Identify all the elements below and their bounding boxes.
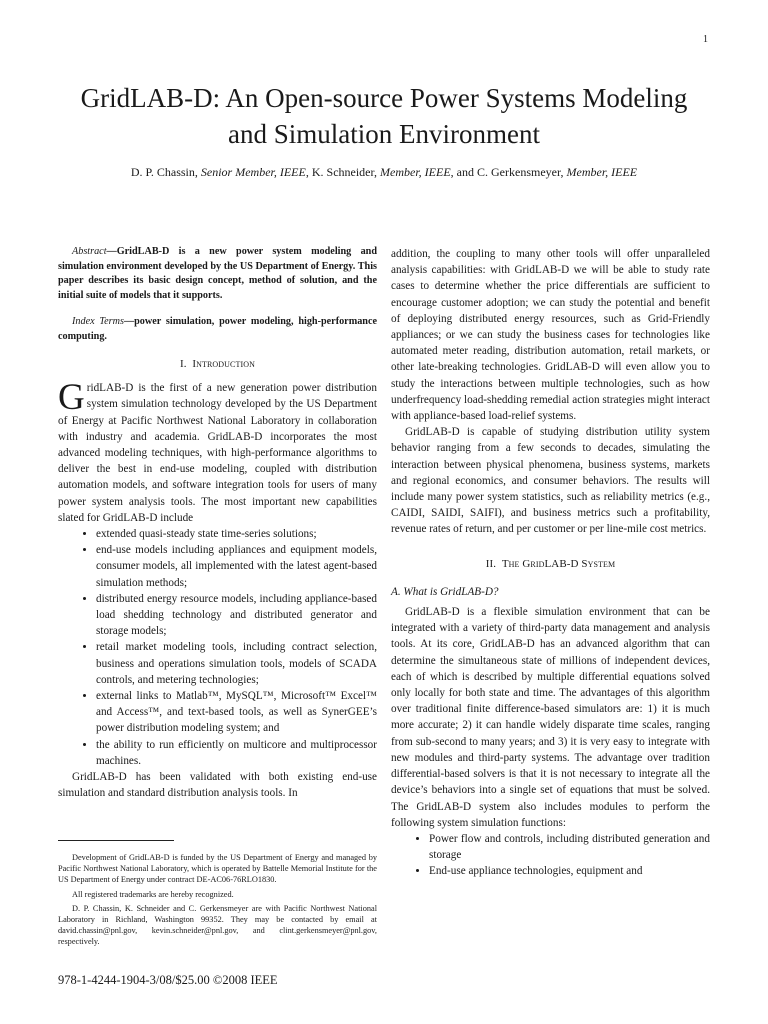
author-role: Member, IEEE — [380, 165, 451, 179]
footnote: D. P. Chassin, K. Schneider and C. Gerkensmeyer are with Pacific Northwest National Laboratory in Richland, Washington 99352. They may be contacted by email at david.chassin@pnl.gov, kevin.schneider@pnl.gov, and clint.gerkensmeyer@pnl.gov, respectively. — [58, 903, 377, 947]
author-role: Senior Member, IEEE — [200, 165, 306, 179]
body-paragraph: addition, the coupling to many other tools will offer unparalleled analysis capabilities: with GridLAB-D we will be able to study rate cases to determine whether the price differentials are sufficient to encourage customer adoption; we can study the potential and benefit of deploying distributed energy resources, such as Grid-Friendly appliances; or we can study the business cases for technologies like automated meter reading, distribution automation, retail markets, or other late-breaking technologies. GridLAB-D will even allow you to study the interactions between multiple technologies, such as how underfrequency load-shedding remedial action strategies might interact with appliance-based load-relief systems. — [391, 248, 710, 423]
footnote: Development of GridLAB-D is funded by the US Department of Energy and managed by Pacific Northwest National Laboratory, which is operated by Battelle Memorial Institute for the US Department of Energy under contract DE-AC06-76RLO1830. — [58, 853, 377, 885]
footnotes — [58, 852, 377, 951]
drop-cap: G — [58, 377, 85, 419]
list-item: • end-use models including appliances and equipment models, consumer models, all implemented with the latest agent-based simulation methods; — [96, 542, 377, 591]
author-role: Member, IEEE — [566, 165, 638, 179]
author-name: , K. Schneider, — [305, 165, 378, 179]
functions-list — [391, 831, 710, 880]
author-name: D. P. Chassin, — [130, 165, 198, 179]
intro-paragraph: GridLAB-D is the first of a new generation power distribution system simulation technology developed by the US Department of Energy at Pacific Northwest National Laboratory in collaboration with industry and academia. GridLAB-D incorporates the most advanced modeling techniques, with high-performance algorithms to deliver the best in end-use modeling, coupled with distribution automation models, and software integration tools for users of many power system analysis tools. The most important new capabilities slated for GridLAB-D include — [58, 377, 377, 524]
list-item: • Power flow and controls, including distributed generation and storage — [429, 831, 710, 863]
author-line — [90, 164, 678, 181]
body-paragraph: GridLAB-D is capable of studying distribution utility system behavior ranging from a few seconds to decades, simulating the interaction between physical phenomena, business systems, markets and regional economics, and consumer behaviors. The results will include many power system statistics, such as reliability metrics (e.g., CAIDI, SAIDI, SAIFI), and business metrics such a profitability, revenue rates of return, and per customer or per line-mile cost metrics. — [391, 426, 710, 536]
list-item: • the ability to run efficiently on multicore and multiprocessor machines. — [96, 737, 377, 769]
list-item: • extended quasi-steady state time-series solutions; — [96, 526, 377, 542]
subsection-heading: A. What is GridLAB-D? — [391, 585, 499, 598]
list-item: • distributed energy resource models, including appliance-based load shedding technology and distributed generator and storage models; — [96, 591, 377, 640]
body-paragraph: GridLAB-D is a flexible simulation environment that can be integrated with a variety of third-party data management and analysis tools. At its core, GridLAB-D has an advanced algorithm that can determine the simultaneous state of millions of independent devices, each of which is described by multiple differential equations solved only locally for both state and time. The advantages of this algorithm over traditional finite difference-based simulators are: 1) it is much more accurate; 2) it can handle widely disparate time scales, ranging from sub-second to many years; and 3) it is very easy to integrate with new modules and third-party systems. The advantage over tradition differential-based solvers is that it is not necessary to integrate all the device’s behaviors into a single set of equations that must be solved. The GridLAB-D system also includes modules to perform the following system simulation functions: — [391, 606, 710, 829]
footnote: All registered trademarks are hereby recognized. — [72, 889, 234, 899]
list-item: • End-use appliance technologies, equipment and — [429, 863, 710, 879]
list-item: • retail market modeling tools, including contract selection, business and operations simulation tools, models of SCADA controls, and metering technologies; — [96, 639, 377, 688]
list-item: • external links to Matlab™, MySQL™, Microsoft™ Excel™ and Access™, and text-based tools, as well as SynerGEE’s power distribution modeling system; and — [96, 688, 377, 737]
paper-title: GridLAB-D: An Open-source Power Systems Modeling and Simulation Environment — [80, 83, 688, 149]
author-name: , and C. Gerkensmeyer, — [450, 165, 564, 179]
page-number: 1 — [703, 34, 708, 45]
footnote-divider — [58, 840, 174, 841]
section-heading: II. The GridLAB-D System — [485, 557, 616, 570]
left-column — [58, 245, 377, 801]
capabilities-list — [58, 526, 377, 769]
abstract: Abstract—GridLAB-D is a new power system modeling and simulation environment developed by the US Department of Energy. This paper describes its basic design concept, method of solution, and the initial suite of models that it supports. — [58, 246, 377, 301]
section-heading: I. Introduction — [180, 358, 255, 370]
index-terms: Index Terms—power simulation, power modeling, high-performance computing. — [58, 316, 377, 342]
body-paragraph: GridLAB-D has been validated with both existing end-use simulation and standard distribution analysis tools. In — [58, 771, 377, 800]
right-column — [391, 246, 710, 880]
copyright-line: 978-1-4244-1904-3/08/$25.00 ©2008 IEEE — [58, 973, 278, 987]
